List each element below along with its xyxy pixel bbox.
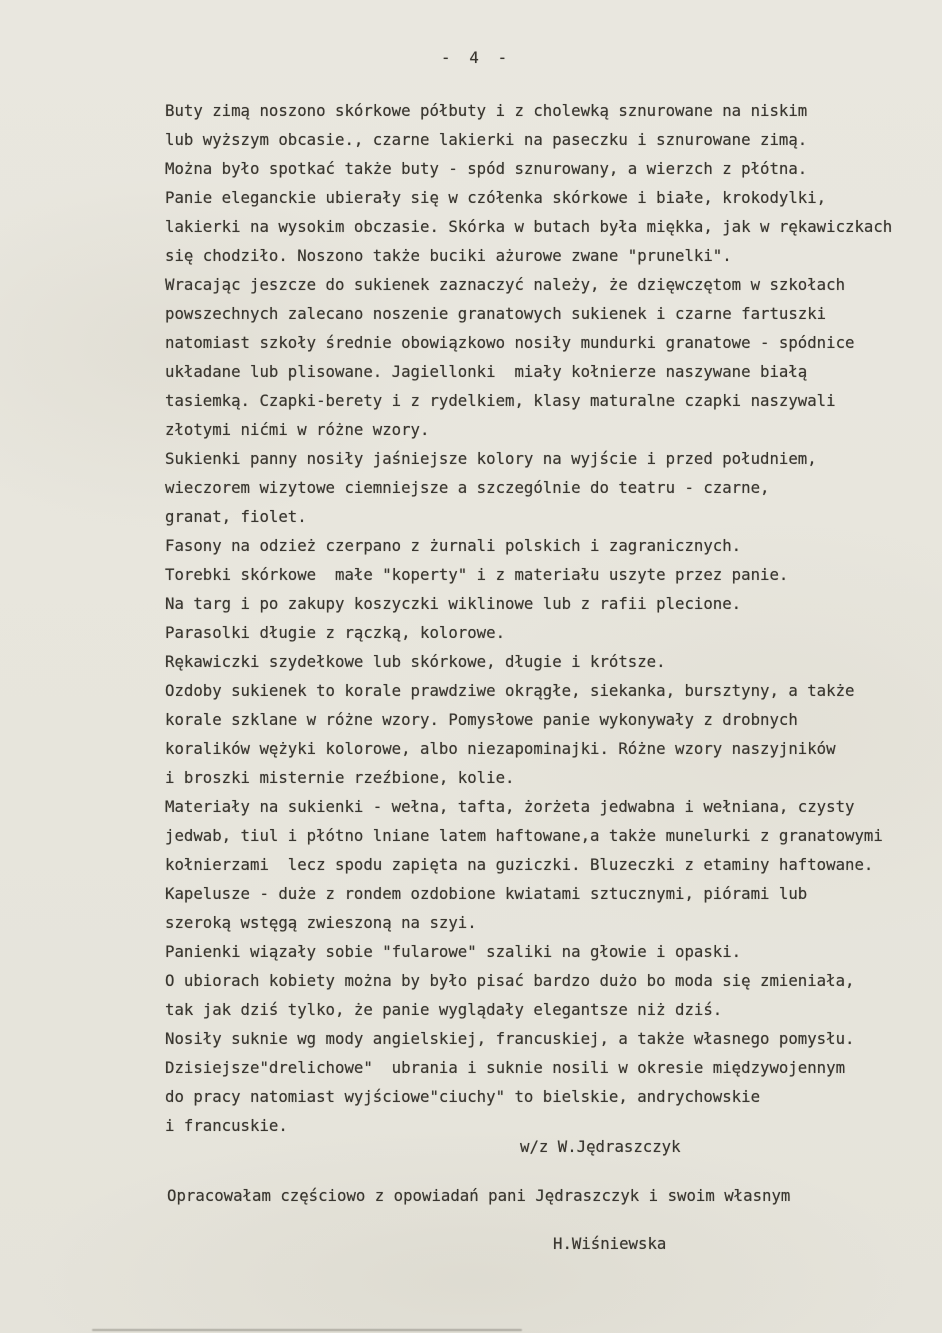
text-line: jedwab, tiul i płótno lniane latem haftowane,a także munelurki z granatowymi: [165, 826, 883, 845]
text-line: Panienki wiązały sobie "fularowe" szaliki na głowie i opaski.: [165, 942, 742, 961]
text-line: układane lub plisowane. Jagiellonki miały kołnierze naszywane białą: [165, 362, 808, 381]
text-line: Dzisiejsze"drelichowe" ubrania i suknie nosili w okresie międzywojennym: [165, 1058, 846, 1077]
text-line: kołnierzami lecz spodu zapięta na guziczki. Bluzeczki z etaminy haftowane.: [165, 855, 874, 874]
text-line: Torebki skórkowe małe "koperty" i z materiału uszyte przez panie.: [165, 565, 789, 584]
text-line: tasiemką. Czapki-berety i z rydelkiem, klasy maturalne czapki naszywali: [165, 391, 836, 410]
text-line: Sukienki panny nosiły jaśniejsze kolory na wyjście i przed południem,: [165, 449, 817, 468]
document-body: [165, 96, 892, 1140]
text-line: powszechnych zalecano noszenie granatowych sukienek i czarne fartuszki: [165, 304, 827, 323]
signature-wz: w/z W.Jędraszczyk: [520, 1137, 681, 1156]
text-line: wieczorem wizytowe ciemniejsze a szczególnie do teatru - czarne,: [165, 478, 770, 497]
text-line: Parasolki długie z rączką, kolorowe.: [165, 623, 506, 642]
text-line: Na targ i po zakupy koszyczki wiklinowe lub z rafii plecione.: [165, 594, 742, 613]
text-line: lakierki na wysokim obczasie. Skórka w butach była miękka, jak w rękawiczkach: [165, 217, 893, 236]
text-line: Wracając jeszcze do sukienek zaznaczyć należy, że dzięwczętom w szkołach: [165, 275, 846, 294]
text-line: Materiały na sukienki - wełna, tafta, żorżeta jedwabna i wełniana, czysty: [165, 797, 855, 816]
text-line: O ubiorach kobiety można by było pisać bardzo dużo bo moda się zmieniała,: [165, 971, 855, 990]
text-line: Buty zimą noszono skórkowe półbuty i z cholewką sznurowane na niskim: [165, 101, 808, 120]
credit-line: Opracowałam częściowo z opowiadań pani Jędraszczyk i swoim własnym: [167, 1186, 791, 1205]
text-line: Rękawiczki szydełkowe lub skórkowe, długie i krótsze.: [165, 652, 666, 671]
text-line: korale szklane w różne wzory. Pomysłowe panie wykonywały z drobnych: [165, 710, 798, 729]
text-line: szeroką wstęgą zwieszoną na szyi.: [165, 913, 477, 932]
text-line: Kapelusze - duże z rondem ozdobione kwiatami sztucznymi, piórami lub: [165, 884, 808, 903]
scan-edge-artifact: [92, 1329, 522, 1331]
text-line: koralików wężyki kolorowe, albo niezapominajki. Różne wzory naszyjników: [165, 739, 836, 758]
text-line: złotymi nićmi w różne wzory.: [165, 420, 430, 439]
text-line: i francuskie.: [165, 1116, 288, 1135]
text-line: się chodziło. Noszono także buciki ażurowe zwane "prunelki".: [165, 246, 732, 265]
text-line: tak jak dziś tylko, że panie wyglądały elegantsze niż dziś.: [165, 1000, 723, 1019]
text-line: lub wyższym obcasie., czarne lakierki na paseczku i sznurowane zimą.: [165, 130, 808, 149]
text-line: natomiast szkoły średnie obowiązkowo nosiły mundurki granatowe - spódnice: [165, 333, 855, 352]
text-line: i broszki misternie rzeźbione, kolie.: [165, 768, 515, 787]
text-line: Ozdoby sukienek to korale prawdziwe okrągłe, siekanka, bursztyny, a także: [165, 681, 855, 700]
page-number: - 4 -: [441, 48, 508, 67]
author-signature: H.Wiśniewska: [553, 1234, 667, 1253]
text-line: do pracy natomiast wyjściowe"ciuchy" to bielskie, andrychowskie: [165, 1087, 761, 1106]
text-line: granat, fiolet.: [165, 507, 307, 526]
text-line: Nosiły suknie wg mody angielskiej, francuskiej, a także własnego pomysłu.: [165, 1029, 855, 1048]
text-line: Fasony na odzież czerpano z żurnali polskich i zagranicznych.: [165, 536, 742, 555]
text-line: Panie eleganckie ubierały się w czółenka skórkowe i białe, krokodylki,: [165, 188, 827, 207]
text-line: Można było spotkać także buty - spód sznurowany, a wierzch z płótna.: [165, 159, 808, 178]
